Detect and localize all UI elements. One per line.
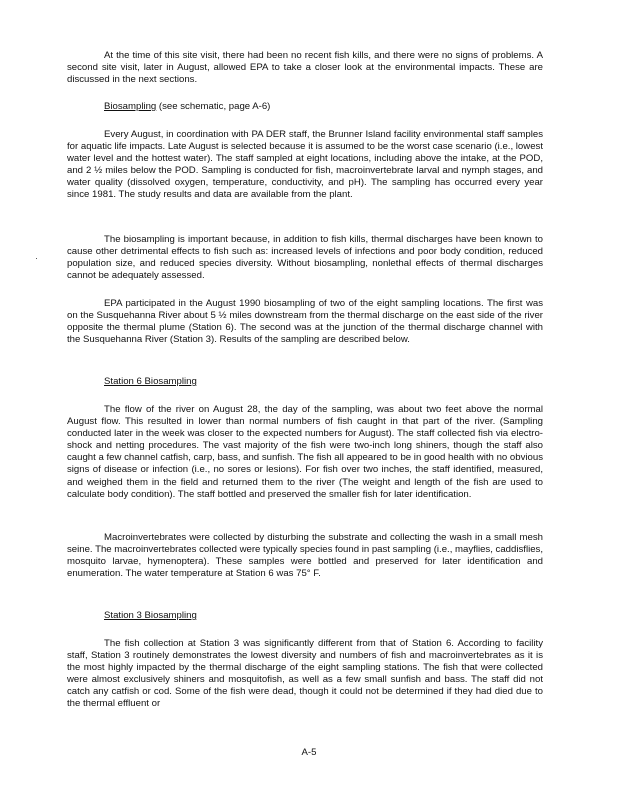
station3-heading: [104, 610, 197, 622]
station3-heading-title: Station 3 Biosampling: [104, 610, 197, 621]
biosampling-importance-paragraph: The biosampling is important because, in addition to fish kills, thermal discharges have been known to cause other detrimental effects to fish such as: increased levels of infections and poor body condition, reduced population size, and reduced species diversity. Without biosampling, nonlethal effects of thermal discharges cannot be adequately assessed.: [67, 234, 543, 282]
station3-fish-paragraph: The fish collection at Station 3 was significantly different from that of Station 6. According to facility staff, Station 3 routinely demonstrates the lowest diversity and numbers of fish and macroinvertebrates as it is the most highly impacted by the thermal discharge of the eight sampling stations. The fish that were collected were almost exclusively shiners and mosquitofish, as well as a few small sunfish and bass. The staff did not catch any catfish or cod. Some of the fish were dead, though it could not be determined if they had died due to the thermal effluent or: [67, 638, 543, 710]
station6-heading: [104, 376, 197, 388]
station6-fish-paragraph: The flow of the river on August 28, the day of the sampling, was about two feet above the normal August flow. This resulted in lower than normal numbers of fish caught in that part of the river. (Sampling conducted later in the week was closer to the expected numbers for August). The staff collected fish via electro-shock and netting procedures. The vast majority of the fish were two-inch long shiners, though the staff also caught a few channel catfish, carp, bass, and sunfish. The fish all appeared to be in good health with no obvious signs of disease or infection (i.e., no sores or lesions). For fish over two inches, the staff identified, measured, and weighed them in the field and returned them to the river (The weight and length of the fish are used to calculate body condition). The staff bottled and preserved the smaller fish for later identification.: [67, 404, 543, 500]
station6-macroinvertebrates-paragraph: Macroinvertebrates were collected by disturbing the substrate and collecting the wash in a small mesh seine. The macroinvertebrates collected were typically species found in past sampling (i.e., mayflies, caddisflies, mosquito larvae, hymenoptera). These samples were bottled and preserved for later identification and enumeration. The water temperature at Station 6 was 75° F.: [67, 532, 544, 580]
annual-sampling-paragraph: Every August, in coordination with PA DER staff, the Brunner Island facility environmental staff samples for aquatic life impacts. Late August is selected because it is assumed to be the worst case scenario (i.e., lowest water level and the hottest water). The staff sampled at eight locations, including above the intake, at the POD, and 2 ½ miles below the POD. Sampling is conducted for fish, macroinvertebrate larval and nymph stages, and water quality (dissolved oxygen, temperature, conductivity, and pH). The sampling has occurred every year since 1981. The study results and data are available from the plant.: [67, 129, 543, 201]
biosampling-heading-note: (see schematic, page A-6): [156, 101, 271, 112]
biosampling-heading: [104, 101, 270, 113]
page-number: A-5: [301, 747, 317, 758]
station6-heading-title: Station 6 Biosampling: [104, 376, 197, 387]
intro-paragraph: At the time of this site visit, there had been no recent fish kills, and there were no signs of problems. A second site visit, later in August, allowed EPA to take a closer look at the environmental impacts. These are discussed in the next sections.: [67, 50, 543, 86]
biosampling-heading-title: Biosampling: [104, 101, 157, 112]
epa-participation-paragraph: EPA participated in the August 1990 biosampling of two of the eight sampling locations. The first was on the Susquehanna River about 5 ½ miles downstream from the thermal discharge on the east side of the river opposite the thermal plume (Station 6). The second was at the junction of the thermal discharge channel with the Susquehanna River (Station 3). Results of the sampling are described below.: [67, 298, 543, 346]
scan-speck: [36, 258, 37, 259]
